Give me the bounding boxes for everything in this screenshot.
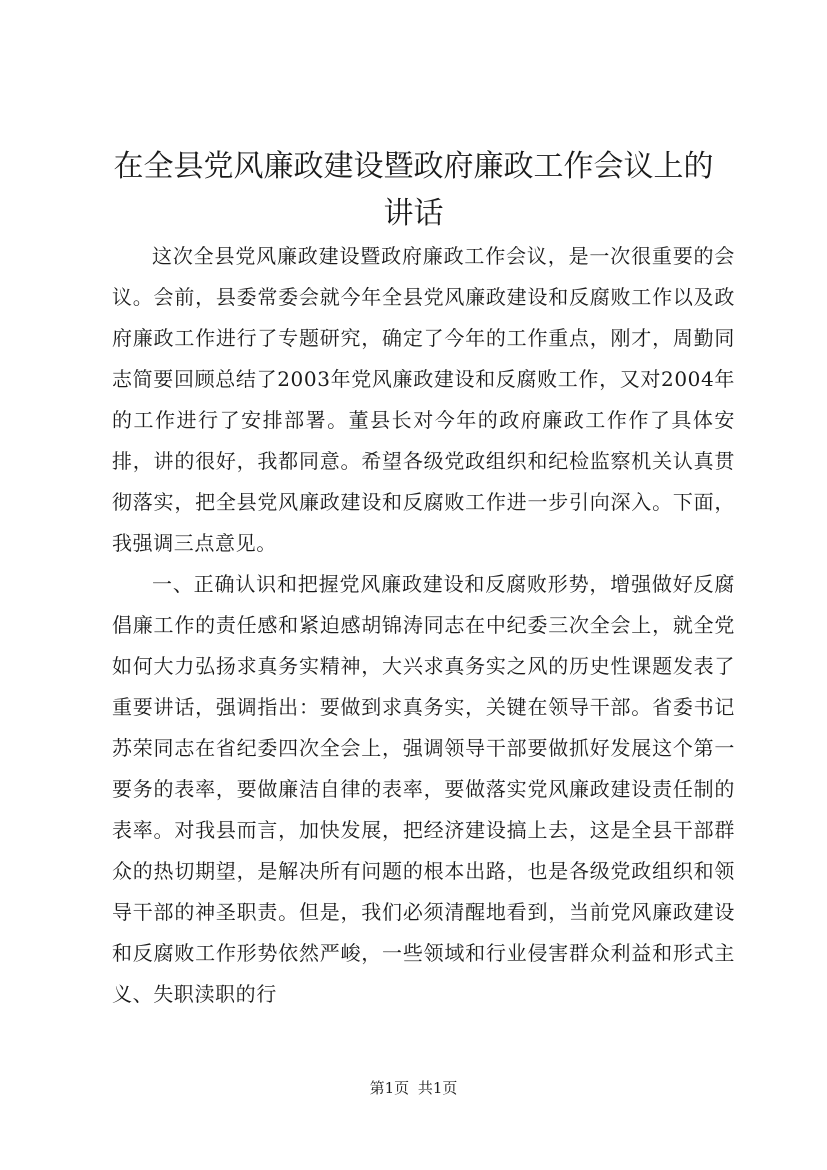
title-line-1: 在全县党风廉政建设暨政府廉政工作会议上的 bbox=[113, 149, 714, 184]
title-line-2: 讲话 bbox=[383, 196, 444, 231]
paragraph-1: 这次全县党风廉政建设暨政府廉政工作会议，是一次很重要的会议。会前，县委常委会就今年全县党风廉政建设和反腐败工作以及政府廉政工作进行了专题研究，确定了今年的工作重点，刚才，周勤同志简要回顾总结了2003年党风廉政建设和反腐败工作，又对2004年的工作进行了安排部署。董县长对今年的政府廉政工作作了具体安排，讲的很好，我都同意。希望各级党政组织和纪检监察机关认真贯彻落实，把全县党风廉政建设和反腐败工作进一步引向深入。下面，我强调三点意见。 bbox=[112, 244, 735, 555]
document-title bbox=[100, 143, 727, 237]
page-total: 共1页 bbox=[417, 1079, 458, 1097]
page-number: 第1页 bbox=[369, 1079, 410, 1097]
paragraph-2: 一、正确认识和把握党风廉政建设和反腐败形势，增强做好反腐倡廉工作的责任感和紧迫感胡锦涛同志在中纪委三次全会上，就全党如何大力弘扬求真务实精神，大兴求真务实之风的历史性课题发表了重要讲话，强调指出：要做到求真务实，关键在领导干部。省委书记苏荣同志在省纪委四次全会上，强调领导干部要做抓好发展这个第一要务的表率，要做廉洁自律的表率，要做落实党风廉政建设责任制的表率。对我县而言，加快发展，把经济建设搞上去，这是全县干部群众的热切期望，是解决所有问题的根本出路，也是各级党政组织和领导干部的神圣职责。但是，我们必须清醒地看到，当前党风廉政建设和反腐败工作形势依然严峻，一些领域和行业侵害群众利益和形式主义、失职渎职的行 bbox=[112, 572, 735, 1006]
document-body bbox=[112, 236, 735, 1015]
page-footer bbox=[0, 1078, 827, 1098]
